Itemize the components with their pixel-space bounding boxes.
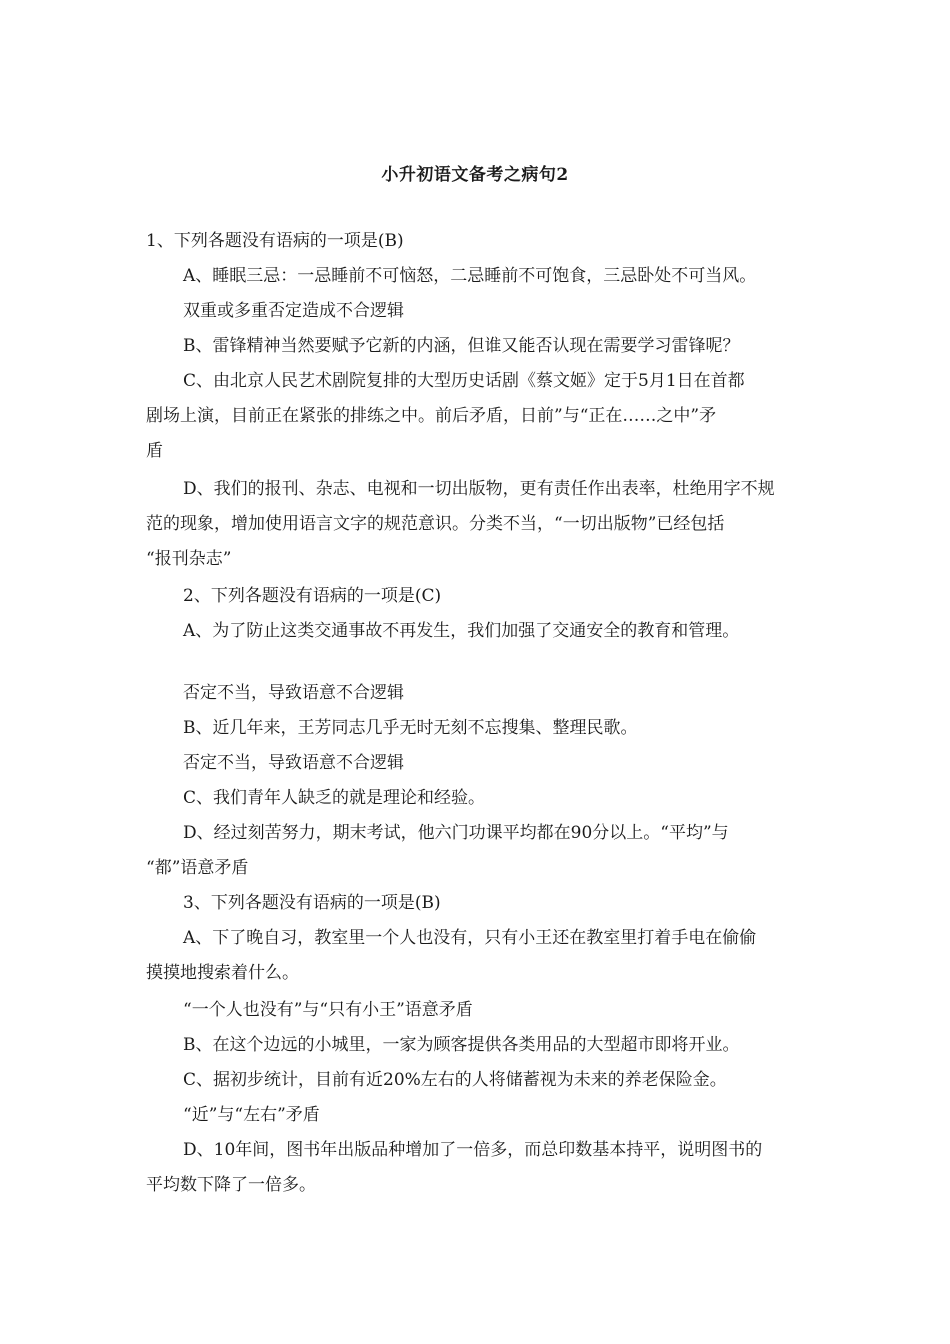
text-line: “近”与“左右”矛盾 (183, 1105, 320, 1125)
text-line: “报刊杂志” (146, 549, 232, 569)
text-line: 剧场上演，目前正在紧张的排练之中。前后矛盾，日前”与“正在……之中”矛 (146, 406, 717, 426)
text-line: B、在这个边远的小城里，一家为顾客提供各类用品的大型超市即将开业。 (183, 1035, 740, 1055)
text-line: A、睡眠三忌：一忌睡前不可恼怒，二忌睡前不可饱食，三忌卧处不可当风。 (183, 266, 757, 286)
text-line: “都”语意矛盾 (146, 858, 249, 878)
text-line: B、近几年来，王芳同志几乎无时无刻不忘搜集、整理民歌。 (183, 718, 638, 738)
text-line: D、经过刻苦努力，期末考试，他六门功课平均都在90分以上。“平均”与 (183, 823, 729, 843)
text-line: 盾 (146, 441, 163, 461)
text-line: 2、下列各题没有语病的一项是(C) (183, 586, 442, 606)
text-line: 平均数下降了一倍多。 (146, 1175, 316, 1195)
text-line: D、我们的报刊、杂志、电视和一切出版物，更有责任作出表率，杜绝用字不规 (183, 479, 775, 499)
text-line: 摸摸地搜索着什么。 (146, 963, 299, 983)
document-title: 小升初语文备考之病句2 (381, 165, 569, 185)
text-line: A、下了晚自习，教室里一个人也没有，只有小王还在教室里打着手电在偷偷 (183, 928, 757, 948)
text-line: 否定不当，导致语意不合逻辑 (183, 683, 404, 703)
text-line: C、由北京人民艺术剧院复排的大型历史话剧《蔡文姬》定于5月1日在首都 (183, 371, 745, 391)
text-line: 范的现象，增加使用语言文字的规范意识。分类不当，“一切出版物”已经包括 (146, 514, 725, 534)
text-line: B、雷锋精神当然要赋予它新的内涵，但谁又能否认现在需要学习雷锋呢？ (183, 336, 740, 356)
text-line: A、为了防止这类交通事故不再发生，我们加强了交通安全的教育和管理。 (183, 621, 740, 641)
text-line: C、我们青年人缺乏的就是理论和经验。 (183, 788, 486, 808)
text-line: “一个人也没有”与“只有小王”语意矛盾 (183, 1000, 473, 1020)
text-line: D、10年间，图书年出版品种增加了一倍多，而总印数基本持平，说明图书的 (183, 1140, 763, 1160)
text-line: C、据初步统计，目前有近20%左右的人将储蓄视为未来的养老保险金。 (183, 1070, 727, 1090)
text-line: 1、下列各题没有语病的一项是(B) (146, 231, 404, 251)
text-line: 否定不当，导致语意不合逻辑 (183, 753, 404, 773)
text-line: 双重或多重否定造成不合逻辑 (183, 301, 404, 321)
text-line: 3、下列各题没有语病的一项是(B) (183, 893, 441, 913)
